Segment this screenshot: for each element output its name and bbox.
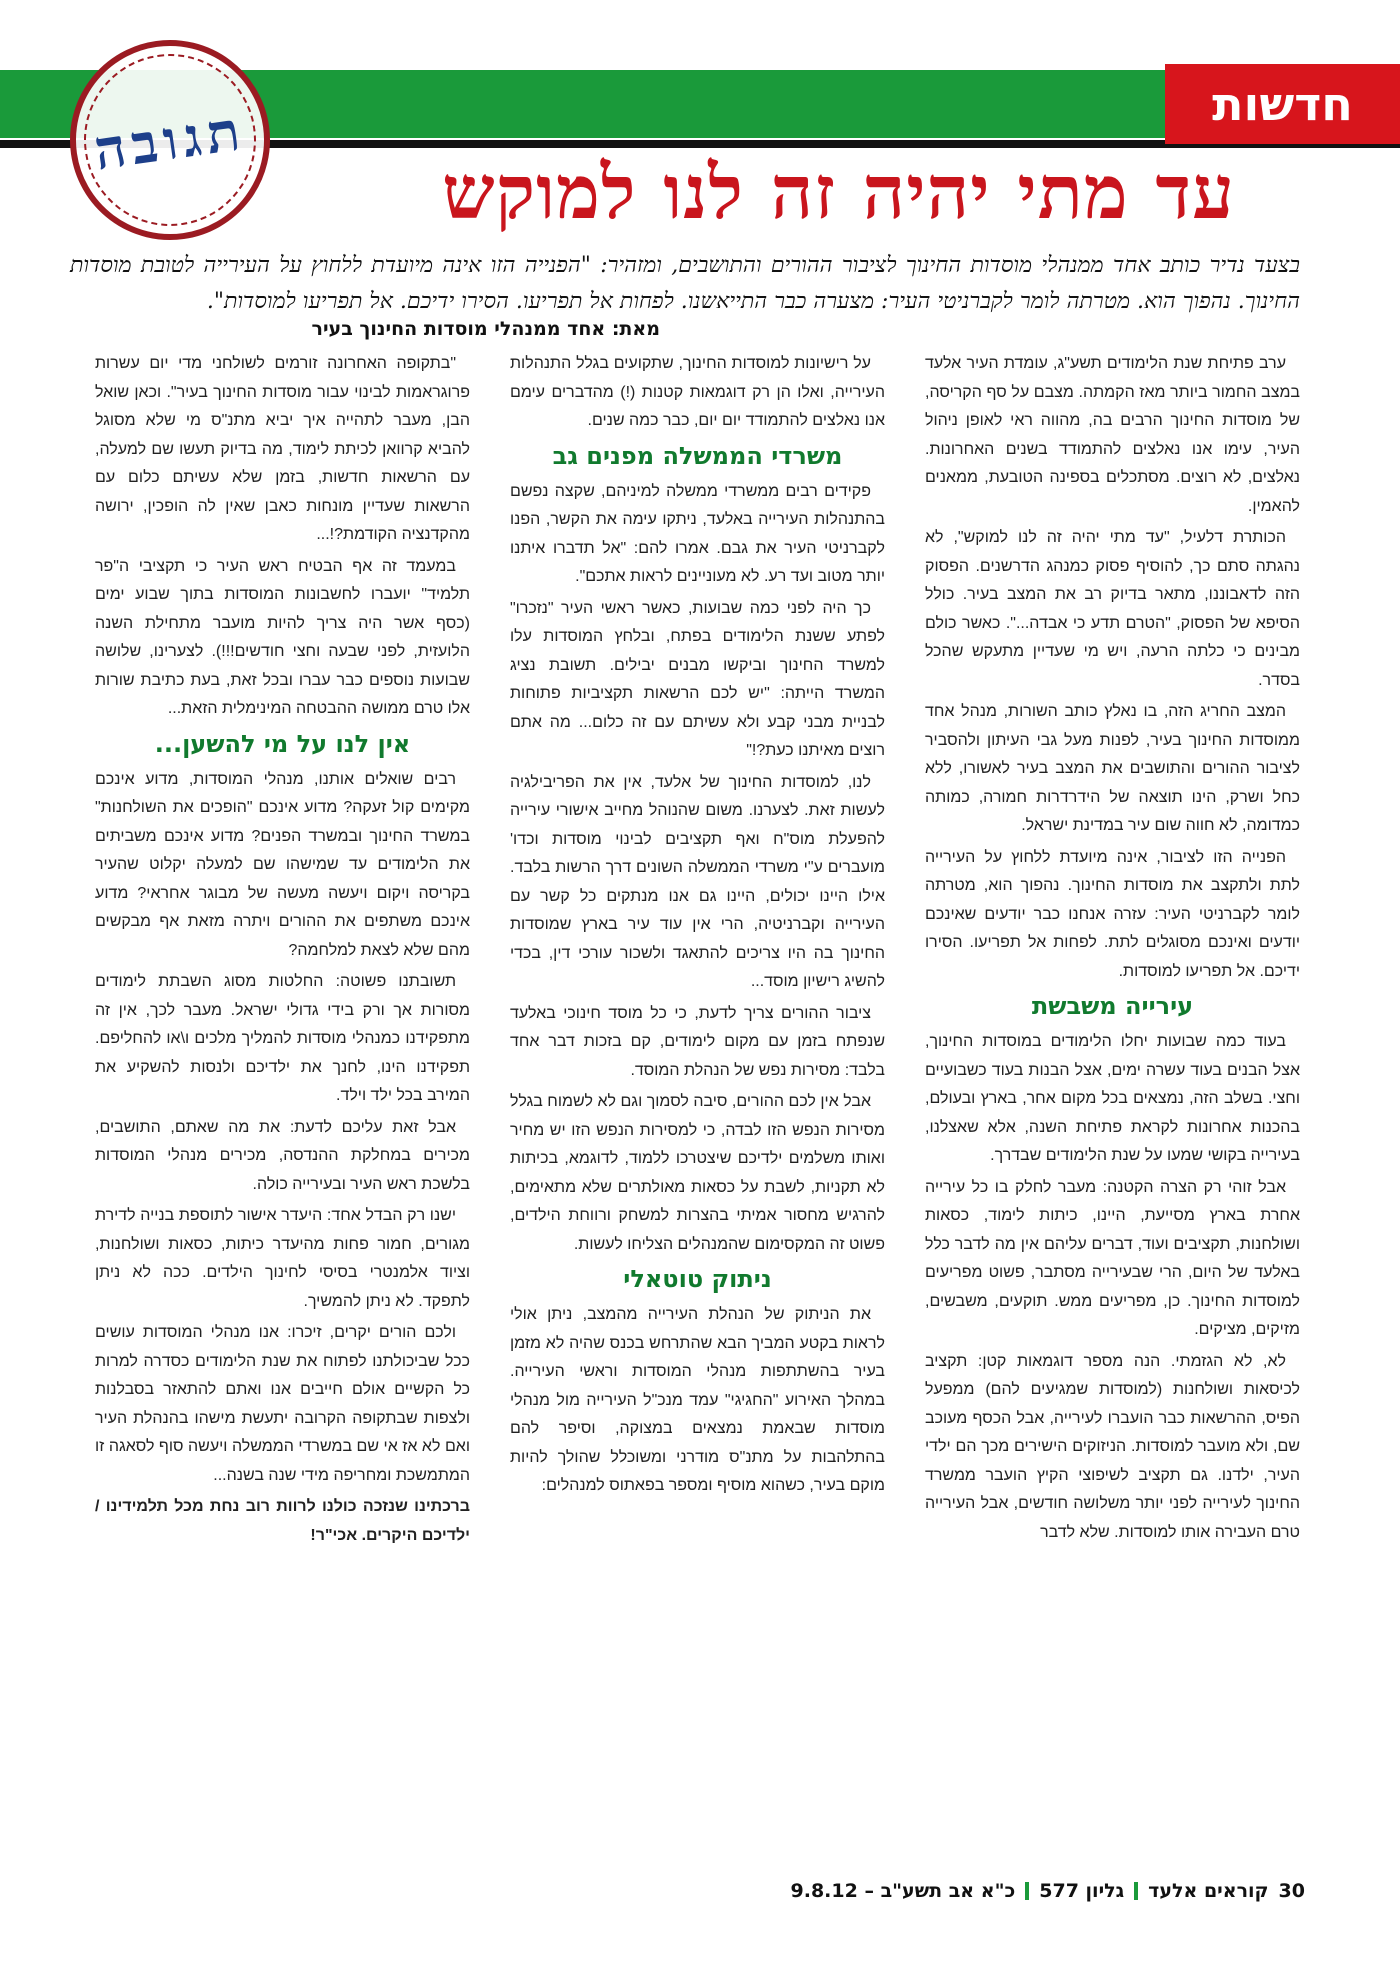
article-paragraph: אבל אין לכם ההורים, סיבה לסמוך וגם לא לשמוח בגלל מסירות הנפש הזו לבדה, כי למסירות הנפש הזו יש מחיר ואותו משלמים ילדיכם שיצטרכו ללמוד, לדוגמא, בכיתות לא תקניות, לשבת על כסאות מאולתרים שלא מתאימים, להרגיש מחסור אמיתי בהצרות למשחק ורווחת הילדים, פשוט זה המקסימום שהמנהלים הצליחו לעשות.: [510, 1093, 885, 1253]
article-paragraph: הכותרת דלעיל, "עד מתי יהיה זה לנו למוקש", לא נהגתה סתם כך, להוסיף פסוק כמנהג הדרשנים. הפסוק הזה לדאבוננו, מתאר בדיוק רב את המצב בעיר. כולל הסיפא של הפסוק, "הטרם תדע כי אבדה...". כאשר כולם מבינים כי כלתה הרעה, ויש מי שעדיין מתעקש שהכל בסדר.: [925, 529, 1300, 689]
article-paragraph: במעמד זה אף הבטיח ראש העיר כי תקציבי ה"פר תלמיד" יועברו לחשבונות המוסדות בתוך שבוע ימים (כסף אשר היה צריך להיות מועבר מתחילת השנה הלועזית, לפני שבעה וחצי חודשים!!!). לצערינו, שלושה שבועות נוספים כבר עברו ובכל זאת, בעת כתיבת שורות אלו טרם ממושה ההבטחה המינימלית הזאת...: [95, 557, 470, 717]
article-paragraph: ברכתינו שנזכה כולנו לרוות רוב נחת מכל תלמידינו / ילדיכם היקרים. אכי"ר!: [95, 1498, 470, 1544]
article-paragraph: ישנו רק הבדל אחד: היעדר אישור לתוספת בנייה לדירת מגורים, חמור פחות מהיעדר כיתות, כסאות ושולחנות, וציוד אלמנטרי בסיסי לחינוך הילדים. ככה לא ניתן לתפקד. לא ניתן להמשיך.: [95, 1207, 470, 1310]
article-paragraph: בעוד כמה שבועות יחלו הלימודים במוסדות החינוך, אצל הבנים בעוד עשרה ימים, אצל הבנות בעוד כשבועיים וחצי. בשלב הזה, נמצאים בכל מקום אחר, בארץ ובעולם, בהכנות אחרונות לקראת פתיחת השנה, אלא שאצלנו, בעירייה בקושי שמעו על שנת הלימודים שבדרך.: [925, 1033, 1300, 1164]
article-paragraph: לא, לא הגזמתי. הנה מספר דוגמאות קטן: תקציב לכיסאות ושולחנות (למוסדות שמגיעים להם) ממפעל הפיס, ההרשאות כבר הועברו לעירייה, אבל הכסף מעוכב שם, ולא מועבר למוסדות. הניזוקים הישירים מכך הם ילדי העיר, ילדנו. גם תקציב לשיפוצי הקיץ הועבר ממשרד החינוך לעירייה לפני יותר משלושה חודשים, אבל העירייה טרם העבירה אותו למוסדות. שלא לדבר: [925, 1352, 1300, 1541]
article-paragraph: "בתקופה האחרונה זורמים לשולחני מדי יום עשרות פרוגראמות לבינוי עבור מוסדות החינוך בעיר". וכאן שואל הבן, מעבר לתהייה איך יביא מתנ"ס מי שלא מסוגל להביא קרוואן לכיתת לימוד, מה בדיוק תעשו שם למעלה, עם הרשאות חדשות, בזמן שלא עשיתם כלום עם הרשאות שעדיין מונחות כאבן שאין לה הופכין, ירושה מהקדנציה הקודמת?!...: [95, 355, 470, 543]
section-subheading: עירייה משבשת: [1031, 992, 1194, 1020]
article-paragraph: את הניתוק של הנהלת העירייה מהמצב, ניתן אולי לראות בקטע המביך הבא שהתרחש בכנס שהיה לא מזמן בעיר בהשתתפות מנהלי המוסדות וראשי העירייה. במהלך האירוע "החגיגי" עמד מנכ"ל העירייה מול מנהלי מוסדות שבאמת נמצאים במצוקה, וסיפר להם בהתלהבות על מתנ"ס מודרני ומשוכלל שהולך להיות מוקם בעיר, כשהוא מוסיף ומספר בפאתוס למנהלים:: [510, 1306, 885, 1494]
issue-number: גליון 577: [1039, 1880, 1125, 1902]
section-subheading: ניתוק טוטאלי: [623, 1265, 772, 1293]
article-paragraph: פקידים רבים ממשרדי ממשלה למיניהם, שקצה נפשם בהתנהלות העירייה באלעד, ניתקו עימה את הקשר, הפנו לקברניטי העיר את גבם. אמרו להם: "אל תדברו איתנו יותר מטוב ועד רע. לא מעוניינים לראות אתכם".: [510, 482, 885, 585]
page-footer: [0, 1880, 1400, 1920]
article-paragraph: ולכם הורים יקרים, זיכרו: אנו מנהלי המוסדות עושים ככל שביכולתנו לפתוח את שנת הלימודים כסדרה למרות כל הקשיים אולם חייבים אנו ואתם להתאזר בסבלנות ולצפות שבתקופה הקרובה יתעשת מישהו בהנהלת העיר ואם לא אז אי שם במשרדי הממשלה ויעשה סוף לסאגה זו המתמשכת ומחריפה מידי שנה בשנה...: [95, 1324, 470, 1484]
article-paragraph: ציבור ההורים צריך לדעת, כי כל מוסד חינוכי באלעד שנפתח בזמן עם מקום לימודים, קם בזכות דבר אחד בלבד: מסירות נפש של הנהלת המוסד.: [510, 1004, 885, 1079]
byline: מאת: אחד ממנהלי מוסדות החינוך בעיר: [311, 318, 660, 340]
page-title: עד מתי יהיה זה לנו למוקש: [442, 150, 1235, 236]
stamp-text: תגובה: [90, 97, 250, 183]
article-column-left: [95, 350, 470, 1855]
section-tag: חדשות: [1165, 64, 1400, 144]
article-paragraph: אבל זוהי רק הצרה הקטנה: מעבר לחלק בו כל עירייה אחרת בארץ מסייעת, היינו, כיתות לימוד, כסאות ושולחנות, תקציבים ועוד, דברים עליהם אין מה לדבר כלל באלעד של היום, הרי שבעירייה מסתבר, פשוט מפריעים למוסדות החינוך. כן, מפריעים ממש. תוקעים, משבשים, מזיקים, מציקים.: [925, 1178, 1300, 1338]
article-column-middle: [510, 350, 885, 1855]
footer-separator: [1134, 1882, 1138, 1900]
section-subheading: משרדי הממשלה מפנים גב: [552, 441, 843, 470]
issue-date: כ"א אב תשע"ב – 9.8.12: [790, 1880, 1016, 1902]
article-paragraph: תשובתנו פשוטה: החלטות מסוג השבתת לימודים מסורות אך ורק בידי גדולי ישראל. מעבר לכך, אין זה מתפקידנו כמנהלי מוסדות להמליך מלכים ו\או להחליפם. תפקידנו הינו, לחנך את ילדיכם ולנסות להשקיע את המירב בכל ילד וילד.: [95, 973, 470, 1104]
article-paragraph: ערב פתיחת שנת הלימודים תשע"ג, עומדת העיר אלעד במצב החמור ביותר מאז הקמתה. מצבם על סף הקריסה, של מוסדות החינוך הרבים בה, מהווה ראי לאופן ניהול העיר, עימו אנו נאלצים להתמודד בשנים האחרונות. נאלצים, לא רוצים. מסתכלים בספינה הטובעת, ממאנים להאמין.: [925, 355, 1300, 515]
subheadline: בצעד נדיר כותב אחד ממנהלי מוסדות החינוך לציבור ההורים והתושבים, ומזהיר: "הפנייה הזו אינה מיועדת ללחוץ על העירייה לטובת מוסדות החינוך. נהפוך הוא. מטרתה לומר לקברניטי העיר: מצערה כבר התייאשנו. לפחות אל תפריעו. הסירו ידיכם. אל תפריעו למוסדות".: [70, 253, 1300, 314]
article-paragraph: אבל זאת עליכם לדעת: את מה שאתם, התושבים, מכירים במחלקת ההנדסה, מכירים מנהלי המוסדות בלשכת ראש העיר ובעירייה כולה.: [95, 1118, 470, 1193]
article-paragraph: לנו, למוסדות החינוך של אלעד, אין את הפריבילגיה לעשות זאת. לצערנו. משום שהנוהל מחייב אישורי עירייה להפעלת מוס"ח ואף תקציבים לבינוי מוסדות וכדו' מועברים ע"י משרדי הממשלה השונים דרך הרשות בלבד. אילו היינו יכולים, היינו גם אנו מנתקים כל קשר עם העירייה וקברניטיה, הרי אין עוד עיר בארץ שמוסדות החינוך בה היו צריכים להתאגד ולשכור עורכי דין, בכדי להשיג רישיון מוסד...: [510, 773, 885, 990]
article-paragraph: רבים שואלים אותנו, מנהלי המוסדות, מדוע אינכם מקימים קול זעקה? מדוע אינכם "הופכים את השולחנות" במשרד החינוך ובמשרד הפנים? מדוע אינכם משביתים את הלימודים עד שמישהו שם למעלה יקלוט שהעיר בקריסה ויקום ויעשה מעשה של מבוגר אחראי? מדוע אינכם משתפים את ההורים ויתרה מזאת אף מבקשים מהם שלא לצאת למלחמה?: [95, 770, 470, 959]
article-paragraph: המצב החריג הזה, בו נאלץ כותב השורות, מנהל אחד ממוסדות החינוך בעיר, לפנות מעל גבי העיתון ולהסביר לציבור ההורים והתושבים את המצב בעיר לאשורו, ללא כחל ושרק, הינו תוצאה של הידרדרות חמורה, כמותה כמדומה, לא חווה שום עיר במדינת ישראל.: [925, 703, 1300, 834]
footer-separator: [1025, 1882, 1029, 1900]
article-paragraph: כך היה לפני כמה שבועות, כאשר ראשי העיר "נזכרו" לפתע ששנת הלימודים בפתח, ובלחץ המוסדות עלו למשרד החינוך וביקשו מבנים יבילים. תשובת נציג המשרד הייתה: "יש לכם הרשאות תקציביות פתוחות לבניית מבני קבע ולא עשיתם עם זה כלום... מה אתם רוצים מאיתנו כעת?!": [510, 599, 885, 759]
article-column-right: [925, 350, 1300, 1855]
section-subheading: אין לנו על מי להשען...: [154, 729, 411, 758]
article-paragraph: על רישיונות למוסדות החינוך, שתקועים בגלל התנהלות העירייה, ואלו הן רק דוגמאות קטנות (!) מהדברים עימם אנו נאלצים להתמודד יום יום, כבר כמה שנים.: [510, 355, 885, 429]
article-paragraph: הפנייה הזו לציבור, אינה מיועדת ללחוץ על העירייה לתת ולתקצב את מוסדות החינוך. נהפוך הוא, מטרתה לומר לקברניטי העיר: עזרה אנחנו כבר יודעים שאינכם יודעים ואינכם מסוגלים לתת. לפחות אל תפריעו. הסירו ידיכם. אל תפריעו למוסדות.: [925, 848, 1300, 980]
publication-name: קוראים אלעד: [1148, 1880, 1269, 1902]
page-number: 30: [1278, 1880, 1305, 1902]
